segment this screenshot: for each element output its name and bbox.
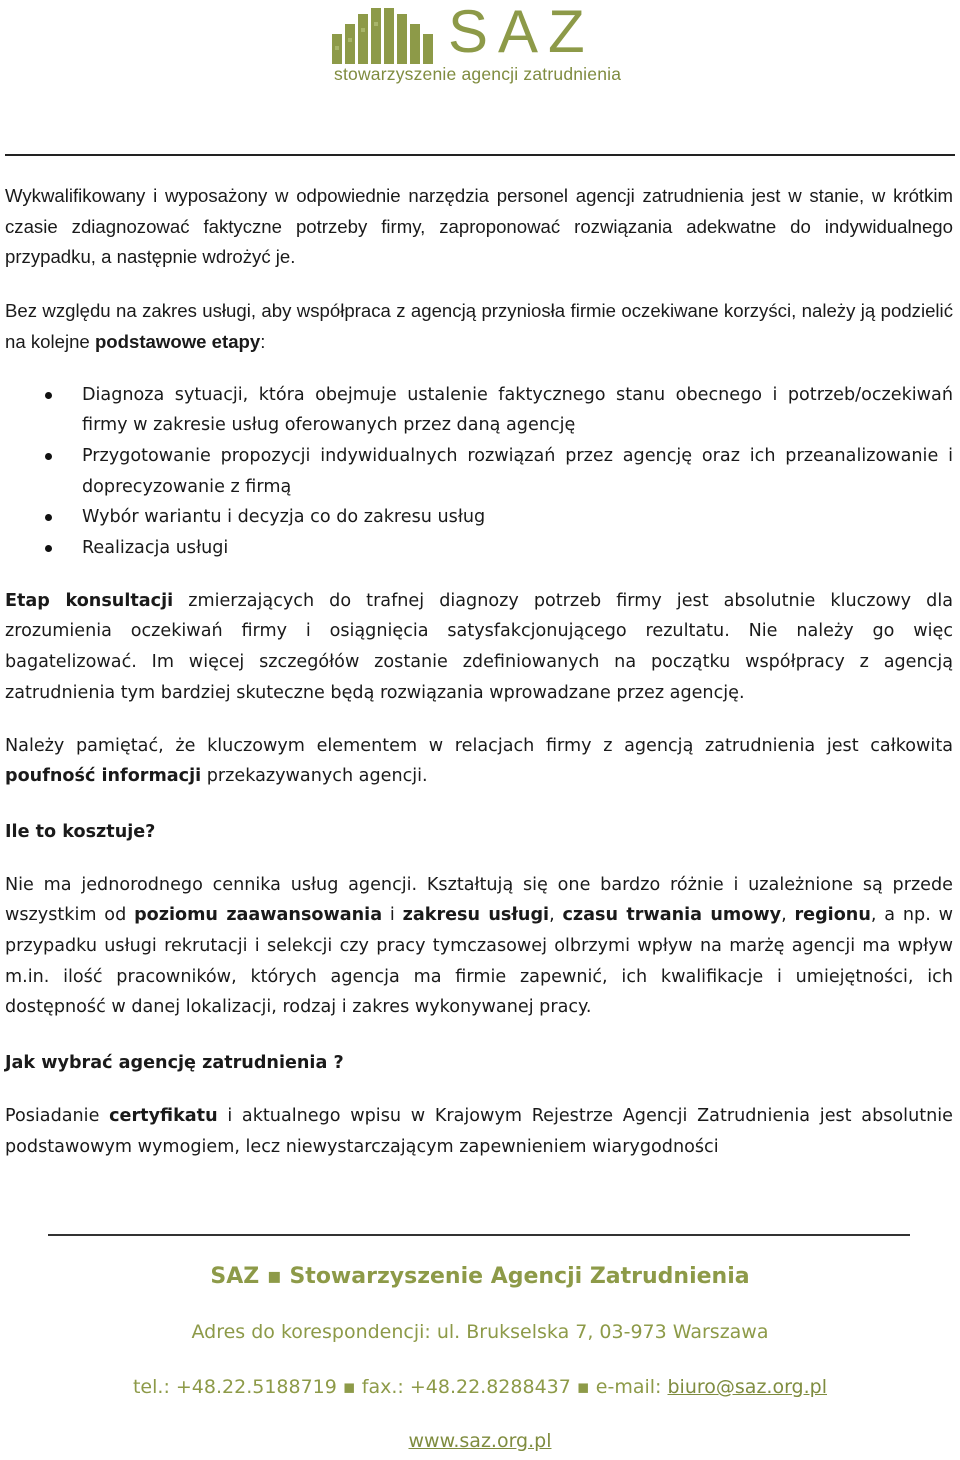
- bullet-icon: [45, 453, 52, 460]
- confidentiality-bold: poufność informacji: [5, 766, 202, 787]
- list-item: [5, 502, 953, 533]
- choose-text-1: Posiadanie: [5, 1105, 110, 1126]
- consultation-paragraph: [5, 586, 953, 709]
- cost-text-2: i: [382, 905, 403, 926]
- footer-title: SAZ ▪ Stowarzyszenie Agencji Zatrudnienia: [210, 1264, 750, 1289]
- logo-tagline: stowarzyszenie agencji zatrudnienia: [334, 64, 622, 84]
- bullet-icon: [45, 392, 52, 399]
- header-divider: [5, 154, 955, 156]
- cost-heading: Ile to kosztuje?: [5, 821, 156, 842]
- list-item: [5, 533, 953, 564]
- footer-address: Adres do korespondencji: ul. Brukselska 7, 03-973 Warszawa: [191, 1321, 769, 1343]
- bullet-icon: [45, 545, 52, 552]
- logo-bars-icon: [330, 4, 445, 64]
- website-link[interactable]: www.saz.org.pl: [408, 1430, 552, 1452]
- stages-intro-bold: podstawowe etapy: [94, 330, 261, 352]
- consultation-text: zmierzających do trafnej diagnozy potrzeb firmy jest absolutnie kluczowy dla zrozumienia oczekiwań firmy i osiągnięcia satysfakcjonującego rezultatu. Nie należy go więc bagatelizować. Im więcej szczegółów zostanie zdefiniowanych na początku współpracy z agencją zatrudnienia tym bardziej skuteczne będą rozwiązania wprowadzane przez agencję.: [5, 590, 953, 703]
- footer-phone-fax: tel.: +48.22.5188719 ▪ fax.: +48.22.8288437 ▪ e-mail:: [132, 1376, 668, 1398]
- saz-logo: [330, 0, 630, 92]
- consultation-bold: Etap konsultacji: [5, 590, 174, 611]
- cost-bold-1: poziomu zaawansowania: [134, 905, 383, 926]
- document-body: [5, 181, 953, 1162]
- footer-contact: [0, 1376, 960, 1398]
- choose-bold-1: certyfikatu: [109, 1105, 218, 1126]
- logo-wordmark: SAZ: [448, 0, 595, 65]
- list-item: [5, 380, 953, 441]
- cost-bold-2: zakresu usługi: [402, 905, 550, 926]
- cost-text-5: , a np. w przypadku usługi rekrutacji i selekcji czy pracy tymczasowej olbrzymi wpływ na marżę agencji ma wpływ m.in. ilość pracowników, których agencja ma firmie zapewnić, ich kwalifikacje i umiejętności, ich dostępność w danej lokalizacji, rodzaj i zakres wykonywanej pracy.: [5, 905, 954, 1018]
- confidentiality-text-start: Należy pamiętać, że kluczowym elementem w relacjach firmy z agencją zatrudnienia jest całkowita: [5, 735, 953, 756]
- footer-divider: [48, 1234, 910, 1236]
- choose-text-2: i aktualnego wpisu w Krajowym Rejestrze Agencji Zatrudnienia jest absolutnie podstawowym wymogiem, lecz niewystarczającym zapewnieniem wiarygodności: [5, 1105, 953, 1157]
- stages-intro-paragraph: [5, 296, 953, 357]
- footer-website: [0, 1430, 960, 1452]
- confidentiality-paragraph: [5, 731, 953, 792]
- list-item: [5, 441, 953, 502]
- confidentiality-text-end: przekazywanych agencji.: [201, 766, 428, 787]
- choose-paragraph: [5, 1101, 953, 1162]
- stages-list: [5, 380, 953, 564]
- list-item-text: Przygotowanie propozycji indywidualnych rozwiązań przez agencję oraz ich przeanalizowanie i doprecyzowanie z firmą: [82, 445, 953, 497]
- list-item-text: Wybór wariantu i decyzja co do zakresu usług: [82, 507, 486, 528]
- cost-paragraph: [5, 870, 953, 1024]
- cost-text-3: ,: [549, 905, 563, 926]
- cost-bold-3: czasu trwania umowy: [562, 905, 782, 926]
- cost-bold-4: regionu: [794, 905, 871, 926]
- cost-text-1: Nie ma jednorodnego cennika usług agencji. Kształtują się one bardzo różnie i uzależnione są przede wszystkim od: [5, 874, 953, 926]
- cost-text-4: ,: [781, 905, 795, 926]
- list-item-text: Diagnoza sytuacji, która obejmuje ustalenie faktycznego stanu obecnego i potrzeb/oczekiwań firmy w zakresie usług oferowanych przez daną agencję: [82, 384, 953, 436]
- intro-paragraph: Wykwalifikowany i wyposażony w odpowiednie narzędzia personel agencji zatrudnienia jest w stanie, w krótkim czasie zdiagnozować faktyczne potrzeby firmy, zaproponować rozwiązania adekwatne do indywidualnego przypadku, a następnie wdrożyć je.: [5, 185, 953, 268]
- choose-heading: Jak wybrać agencję zatrudnienia ?: [5, 1053, 344, 1074]
- stages-intro-text: Bez względu na zakres usługi, aby współpraca z agencją przyniosła firmie oczekiwane korzyści, należy ją podzielić na kolejne: [5, 300, 953, 352]
- email-link[interactable]: biuro@saz.org.pl: [667, 1376, 827, 1398]
- bullet-icon: [45, 514, 52, 521]
- stages-intro-colon: :: [260, 330, 266, 352]
- list-item-text: Realizacja usługi: [82, 538, 229, 559]
